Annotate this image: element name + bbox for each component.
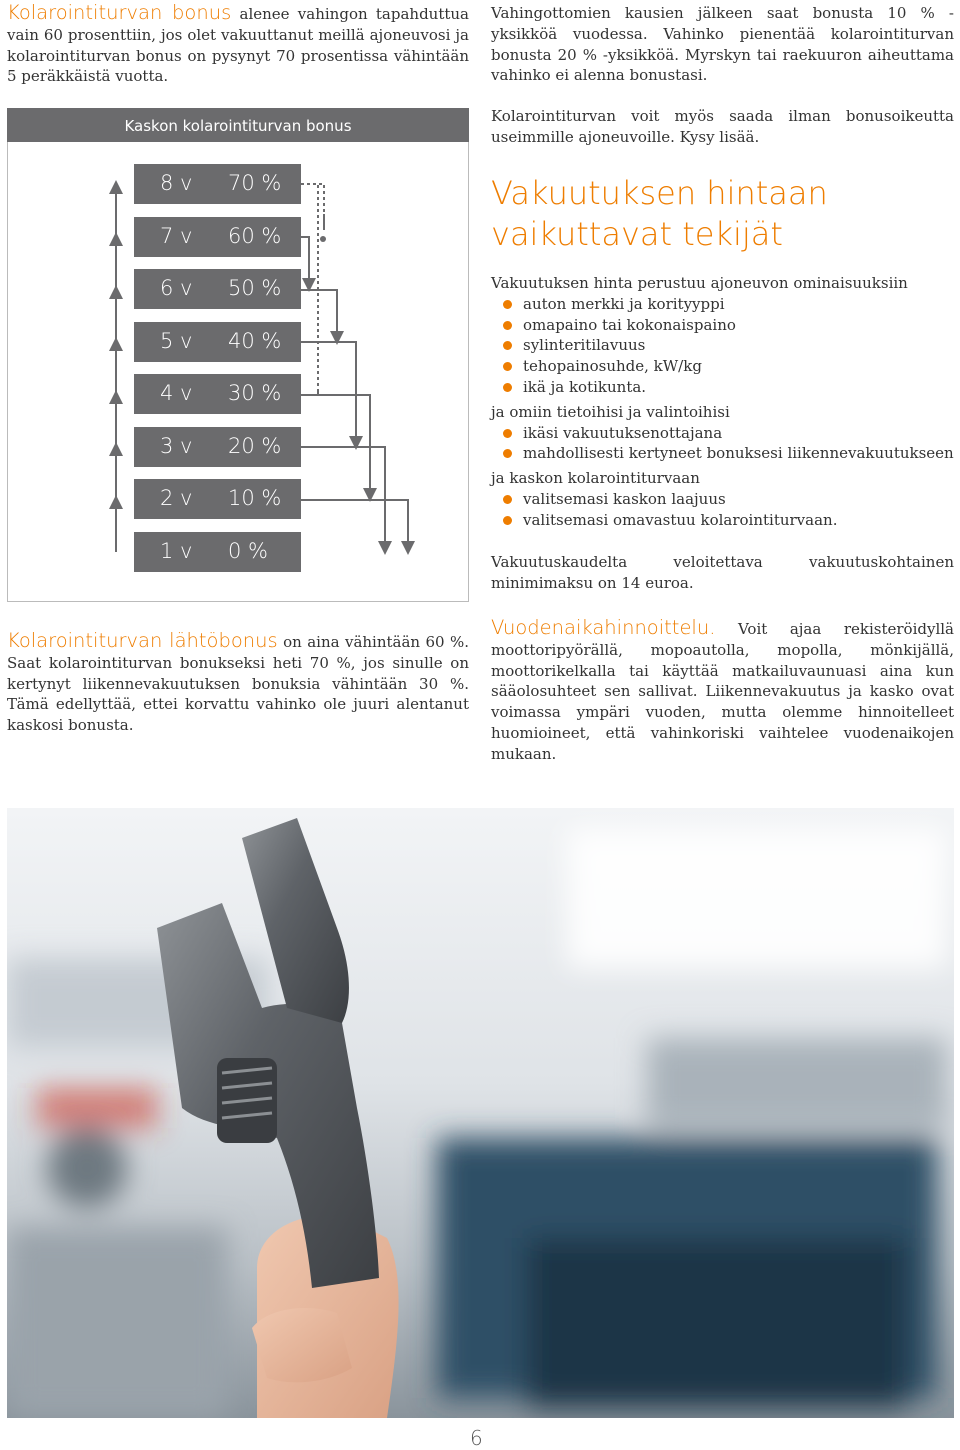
bonus-percent: 10 % — [228, 486, 282, 510]
heading-line-2: vaikuttavat tekijät — [491, 215, 783, 253]
bonus-years: 2 v — [160, 486, 193, 510]
price-factors — [491, 273, 954, 531]
down-arrow — [301, 342, 356, 443]
heading-line-1: Vakuutuksen hintaan — [491, 174, 828, 212]
bonus-percent: 30 % — [228, 381, 282, 405]
list-item: auton merkki ja korityyppi — [501, 294, 954, 315]
intro-text: Vakuutuksen hinta perustuu ajoneuvon ominaisuuksiin — [491, 274, 908, 292]
paragraph-text: Vahingottomien kausien jälkeen saat bonusta 10 % -yksikköä vuodessa. Vahinko pienentää kolarointiturvan bonusta 20 % -yksikköä. Myrskyn tai raekuuron aiheuttama vahinko ei alenna bonustasi. — [491, 4, 954, 85]
down-arrow — [301, 447, 385, 548]
bonus-percent: 0 % — [228, 539, 268, 563]
intro-text: ja kaskon kolarointiturvaan — [491, 469, 700, 488]
bonus-percent: 40 % — [228, 329, 282, 353]
down-arrow — [301, 237, 309, 285]
bonus-years: 4 v — [160, 381, 193, 405]
right-paragraph-4 — [491, 618, 954, 765]
lead-vuodenaikahinnoittelu: Vuodenaikahinnoittelu. — [491, 616, 716, 639]
paragraph-text: on aina vähintään 60 %. Saat kolarointiturvan bonukseksi heti 70 %, jos sinulle on kertynyt liikennevakuutuksen bonuksia vähintään 30 %. Tämä edellyttää, ettei korvattu vahinko ole juuri alentanut kaskosi bonusta. — [7, 633, 470, 735]
list-item: sylinteritilavuus — [501, 335, 954, 356]
bonus-percent: 70 % — [228, 171, 282, 195]
list-item: omapaino tai kokonaispaino — [501, 315, 954, 336]
wrench-image — [7, 808, 954, 1418]
arrow-head-dot — [320, 236, 326, 242]
dotted-connector — [301, 184, 318, 390]
intro-text: ja omiin tietoihisi ja valintoihisi — [491, 402, 730, 421]
wrench-photo — [7, 808, 954, 1418]
list-item: ikä ja kotikunta. — [501, 377, 954, 398]
bonus-years: 1 v — [160, 539, 193, 563]
lead-lahtobonus: Kolarointiturvan lähtöbonus — [7, 629, 278, 652]
lead-kolarointiturvan-bonus: Kolarointiturvan bonus — [7, 1, 232, 24]
bonus-chart-title: Kaskon kolarointiturvan bonus — [7, 108, 469, 142]
list-item: valitsemasi omavastuu kolarointiturvaan. — [501, 510, 954, 531]
section-heading — [491, 173, 954, 255]
down-arrow — [301, 395, 370, 495]
list-item: valitsemasi kaskon laajuus — [501, 489, 954, 510]
bonus-percent: 50 % — [228, 276, 282, 300]
dotted-connector — [301, 184, 324, 214]
bullet-list — [501, 423, 954, 465]
bonus-years: 3 v — [160, 434, 193, 458]
paragraph-text: alenee vahingon tapahduttua vain 60 prosenttiin, jos olet vakuuttanut meillä ajoneuvosi ja kolarointiturvan bonus on pysynyt 70 prosentissa vähintään 5 peräkkäistä vuotta. — [7, 5, 469, 86]
bonus-years: 7 v — [160, 224, 193, 248]
list-item: ikäsi vakuutuksenottajana — [501, 423, 954, 444]
bonus-years: 5 v — [160, 329, 193, 353]
list-item: tehopainosuhde, kW/kg — [501, 356, 954, 377]
right-paragraph-1 — [491, 3, 954, 86]
paragraph-text: Kolarointiturvan voit myös saada ilman bonusoikeutta useimmille ajoneuvoille. Kysy lisää. — [491, 107, 954, 146]
bonus-years: 8 v — [160, 171, 193, 195]
paragraph-text: Voit ajaa rekisteröidyllä moottoripyörällä, mopoautolla, mopolla, mönkijällä, moottorikelkalla tai käyttää matkailuvaunuasi aina kun sääolosuhteet sen sallivat. Liikennevakuutus ja kasko ovat voimassa ympäri vuoden, mutta olemme hinnoitelleet huomioineet, että vahinkoriski vaihtelee vuodenaikojen mukaan. — [491, 620, 954, 763]
list-item: mahdollisesti kertyneet bonuksesi liikennevakuutukseen — [501, 443, 954, 464]
page-number: 6 — [470, 1426, 483, 1450]
right-paragraph-3 — [491, 552, 954, 594]
bullet-list — [501, 489, 954, 531]
bonus-years: 6 v — [160, 276, 193, 300]
bonus-percent: 60 % — [228, 224, 282, 248]
paragraph-text: Vakuutuskaudelta veloitettava vakuutuskohtainen minimimaksu on 14 euroa. — [491, 553, 954, 592]
bullet-list — [501, 294, 954, 398]
right-paragraph-2 — [491, 106, 954, 148]
left-paragraph-2 — [7, 631, 469, 736]
down-arrow — [301, 500, 408, 548]
bonus-percent: 20 % — [228, 434, 282, 458]
